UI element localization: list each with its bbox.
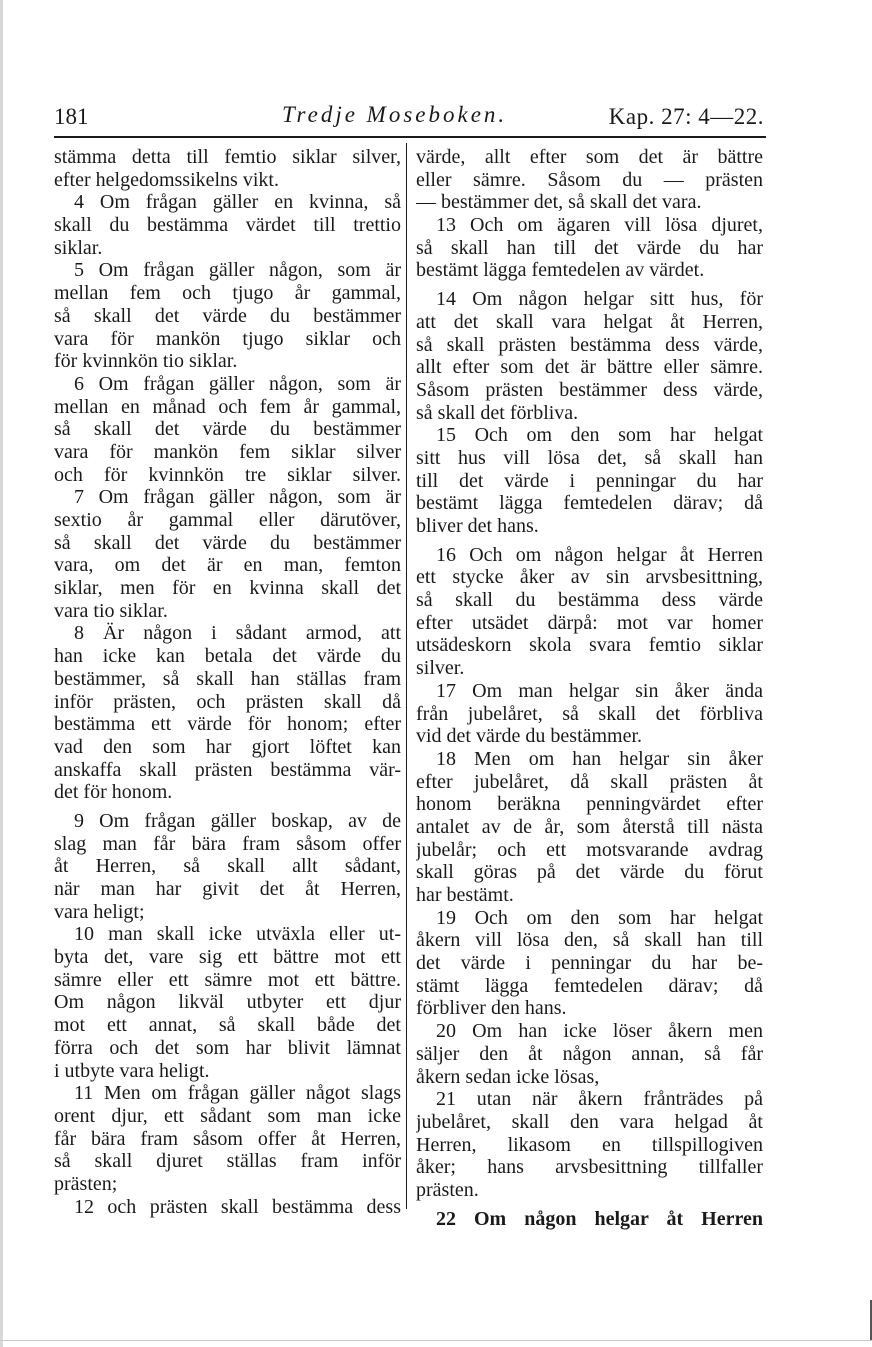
text-line: jubelåret, skall den vara helgad åt (416, 1110, 763, 1133)
text-line: har bestämt. (416, 884, 514, 906)
text-line: efter utsädet därpå: mot var homer (416, 611, 763, 634)
text-line: så skall det värde du bestämmer (54, 531, 401, 554)
text-line: det värde i penningar du har be- (416, 952, 763, 975)
text-line: så skall prästen bestämma dess värde, (416, 333, 763, 356)
text-line: åker; hans arvsbesittning tillfaller (416, 1156, 763, 1179)
verse-line: 14 Om någon helgar sitt hus, för (436, 288, 763, 311)
text-line: mellan fem och tjugo år gammal, (54, 282, 401, 305)
text-line: stämma detta till femtio siklar silver, (54, 146, 401, 168)
verse-line: 21 utan när åkern frånträdes på (436, 1088, 763, 1111)
text-line: att det skall vara helgat åt Herren, (416, 310, 763, 333)
text-line: vid det värde du bestämmer. (416, 725, 643, 748)
verse-line: 19 Och om den som har helgat (436, 906, 763, 929)
text-line: jubelår; och ett motsvarande avdrag (416, 838, 763, 861)
text-line: siklar. (54, 236, 103, 259)
text-line: säljer den åt någon annan, så får (416, 1042, 763, 1065)
text-line: vara för mankön fem siklar silver (54, 440, 401, 463)
text-line: så skall det värde du bestämmer (54, 304, 401, 327)
text-line: bestämt lägga femtedelen av värdet. (416, 259, 705, 282)
text-line: åt Herren, så skall allt sådant, (54, 855, 401, 878)
text-line: vara, om det är en man, femton (54, 554, 401, 577)
verse-line: 5 Om frågan gäller någon, som är (74, 259, 401, 282)
text-line: byta det, vare sig ett bättre mot ett (54, 946, 401, 969)
text-line: får bära fram såsom offer åt Herren, (54, 1127, 401, 1150)
text-line: vara heligt; (54, 900, 145, 923)
text-line: så skall det förbliva. (416, 401, 579, 424)
text-line: allt efter som det är bättre eller sämre. (416, 356, 763, 379)
text-line: bestämmer, så skall han ställas fram (54, 667, 401, 690)
text-line: prästen. (416, 1178, 479, 1201)
text-line: stämt lägga femtedelen därav; då (416, 974, 763, 997)
text-line: sämre eller ett sämre mot ett bättre. (54, 968, 401, 991)
text-line: så skall du bestämma dess värde (416, 589, 763, 612)
text-line: vara för mankön tjugo siklar och (54, 327, 401, 350)
text-line: åkern vill lösa den, så skall han till (416, 929, 763, 952)
verse-line: 17 Om man helgar sin åker ända (436, 679, 763, 702)
verse-line: 13 Och om ägaren vill lösa djuret, (436, 214, 763, 237)
text-line: åkern sedan icke lösas, (416, 1065, 600, 1088)
text-line: i utbyte vara heligt. (54, 1059, 210, 1082)
verse-line: 4 Om frågan gäller en kvinna, så (74, 191, 401, 214)
text-line: skall du bestämma värdet till trettio (54, 214, 401, 237)
text-line: honom beräkna penningvärdet efter (416, 793, 763, 816)
text-line: Såsom prästen bestämmer dess värde, (416, 378, 763, 401)
text-line: Om någon likväl utbyter ett djur (54, 991, 401, 1014)
text-line: inför prästen, och prästen skall då (54, 690, 401, 713)
scan-bottom-edge (0, 1340, 872, 1341)
text-line: vara tio siklar. (54, 599, 168, 622)
right-column (416, 146, 763, 1230)
text-line: anskaffa skall prästen bestämma vär- (54, 758, 401, 781)
verse-line: 10 man skall icke utväxla eller ut- (74, 923, 401, 946)
text-line: för kvinnkön tio siklar. (54, 350, 238, 373)
column-divider (406, 143, 407, 1209)
text-line: siklar, men för en kvinna skall det (54, 577, 401, 600)
text-line: antalet av de år, som återstå till nästa (416, 815, 763, 838)
text-line: bestämma ett värde för honom; efter (54, 713, 401, 736)
text-line: han icke kan betala det värde du (54, 645, 401, 668)
verse-line: 8 Är någon i sådant armod, att (74, 622, 401, 645)
page-edge-shadow (0, 0, 3, 1347)
verse-line: 6 Om frågan gäller någon, som är (74, 372, 401, 395)
text-line: förra och det som har blivit lämnat (54, 1036, 401, 1059)
text-line: värde, allt efter som det är bättre (416, 146, 763, 168)
chapter-reference: Kap. 27: 4—22. (608, 104, 764, 129)
verse-line: 20 Om han icke löser åkern men (436, 1020, 763, 1043)
text-line: sitt hus vill lösa det, så skall han (416, 446, 763, 469)
text-line: till det värde i penningar du har (416, 469, 763, 492)
text-line: mot ett annat, så skall både det (54, 1014, 401, 1037)
book-title: Tredje Moseboken. (282, 102, 508, 127)
verse-line: 18 Men om han helgar sin åker (436, 747, 763, 770)
text-line: mellan en månad och fem år gammal, (54, 395, 401, 418)
verse-line: 9 Om frågan gäller boskap, av de (74, 809, 401, 832)
running-header (54, 100, 764, 134)
text-line: — bestämmer det, så skall det vara. (416, 191, 702, 214)
text-line: silver. (416, 657, 465, 680)
header-rule (54, 136, 766, 138)
text-line: så skall det värde du bestämmer (54, 418, 401, 441)
text-line: orent djur, ett sådant som man icke (54, 1104, 401, 1127)
text-line: Herren, likasom en tillspillogiven (416, 1133, 763, 1156)
text-line: sextio år gammal eller därutöver, (54, 509, 401, 531)
text-line: ett stycke åker av sin arvsbesittning, (416, 566, 763, 589)
text-line: efter jubelåret, då skall prästen åt (416, 770, 763, 793)
text-line: förbliver den hans. (416, 997, 567, 1020)
text-line: från jubelåret, så skall det förbliva (416, 702, 763, 725)
verse-line: 16 Och om någon helgar åt Herren (436, 543, 763, 566)
text-line: bestämt lägga femtedelen därav; då (416, 492, 763, 515)
text-line: prästen; (54, 1172, 118, 1195)
verse-line: 7 Om frågan gäller någon, som är (74, 486, 401, 509)
text-line: så skall djuret ställas fram inför (54, 1150, 401, 1173)
verse-line: 11 Men om frågan gäller något slags (74, 1082, 401, 1105)
text-line: efter helgedomssikelns vikt. (54, 168, 279, 191)
text-line: eller sämre. Såsom du — prästen (416, 168, 763, 191)
left-column (54, 146, 401, 1218)
verse-line: 22 Om någon helgar åt Herren (436, 1207, 763, 1230)
text-line: vad den som har gjort löftet kan (54, 735, 401, 758)
verse-line: 15 Och om den som har helgat (436, 424, 763, 447)
text-line: och för kvinnkön tre siklar silver. (54, 463, 401, 486)
page-number: 181 (54, 104, 89, 129)
text-line: det för honom. (54, 781, 173, 804)
text-line: när man har givit det åt Herren, (54, 878, 401, 900)
text-line: skall göras på det värde du förut (416, 861, 763, 884)
text-line: slag man får bära fram såsom offer (54, 832, 401, 855)
text-line: så skall han till det värde du har (416, 236, 763, 259)
text-line: bliver det hans. (416, 515, 539, 537)
verse-line: 12 och prästen skall bestämma dess (74, 1195, 401, 1218)
text-line: utsädeskorn skola svara femtio siklar (416, 634, 763, 657)
